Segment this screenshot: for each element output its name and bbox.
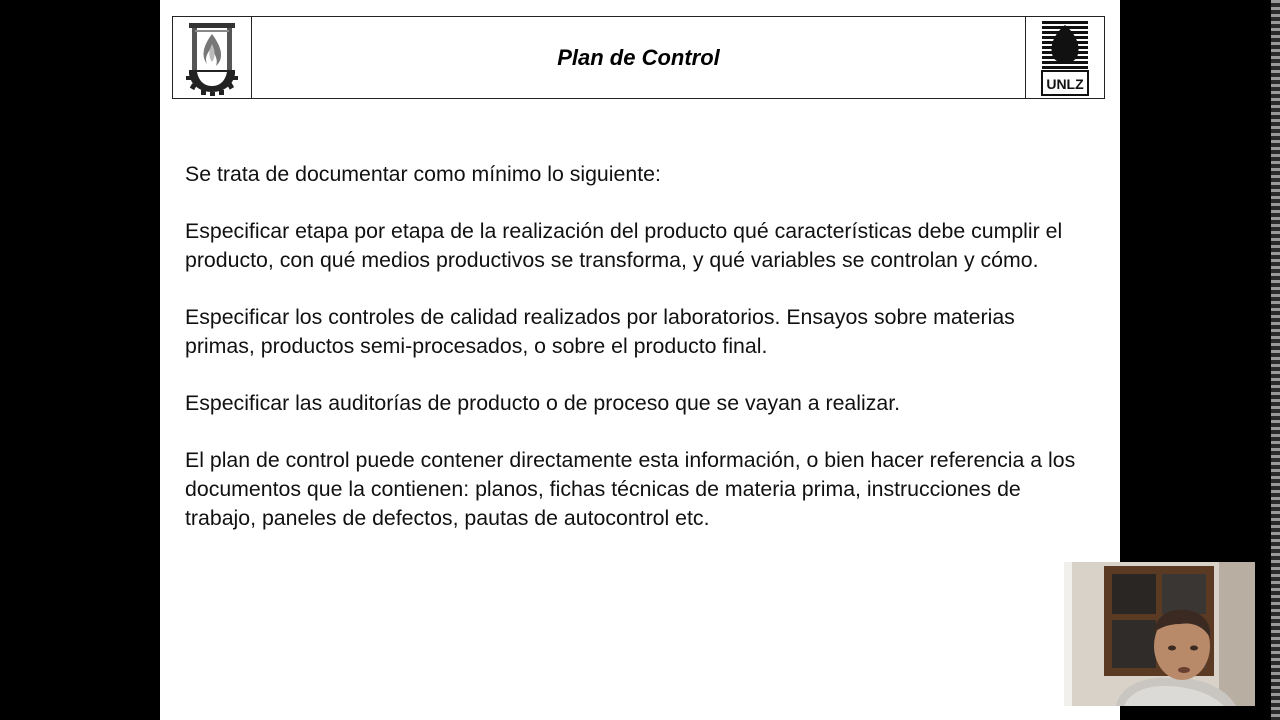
presenter-webcam	[1064, 562, 1255, 706]
university-logo-icon	[1039, 19, 1091, 97]
paragraph-intro: Se trata de documentar como mínimo lo siguiente:	[185, 162, 661, 186]
right-logo-cell	[1025, 17, 1104, 98]
presentation-slide	[160, 0, 1120, 720]
logo-lettering: UNLZ	[1046, 75, 1084, 92]
paragraph-stages: Especificar etapa por etapa de la realización del producto qué características debe cumplir el producto, con qué medios productivos se transforma, y qué variables se controlan y cómo.	[185, 219, 1063, 272]
slide-body	[185, 160, 1085, 561]
paragraph-audits: Especificar las auditorías de producto o de proceso que se vayan a realizar.	[185, 391, 901, 415]
slide-title: Plan de Control	[557, 44, 720, 70]
left-logo-cell	[173, 17, 252, 98]
gear-flame-logo-icon	[183, 20, 241, 96]
paragraph-lab-controls: Especificar los controles de calidad realizados por laboratorios. Ensayos sobre materias primas, productos semi-procesados, o sobre el producto final.	[185, 305, 1015, 358]
slide-header	[172, 16, 1105, 99]
presenter-video-icon	[1064, 562, 1255, 706]
side-strip	[1271, 0, 1280, 720]
title-cell	[252, 17, 1025, 98]
paragraph-references: El plan de control puede contener directamente esta información, o bien hacer referencia a los documentos que la contienen: planos, fichas técnicas de materia prima, instrucciones de trabajo, paneles de defectos, pautas de autocontrol etc.	[185, 448, 1076, 530]
